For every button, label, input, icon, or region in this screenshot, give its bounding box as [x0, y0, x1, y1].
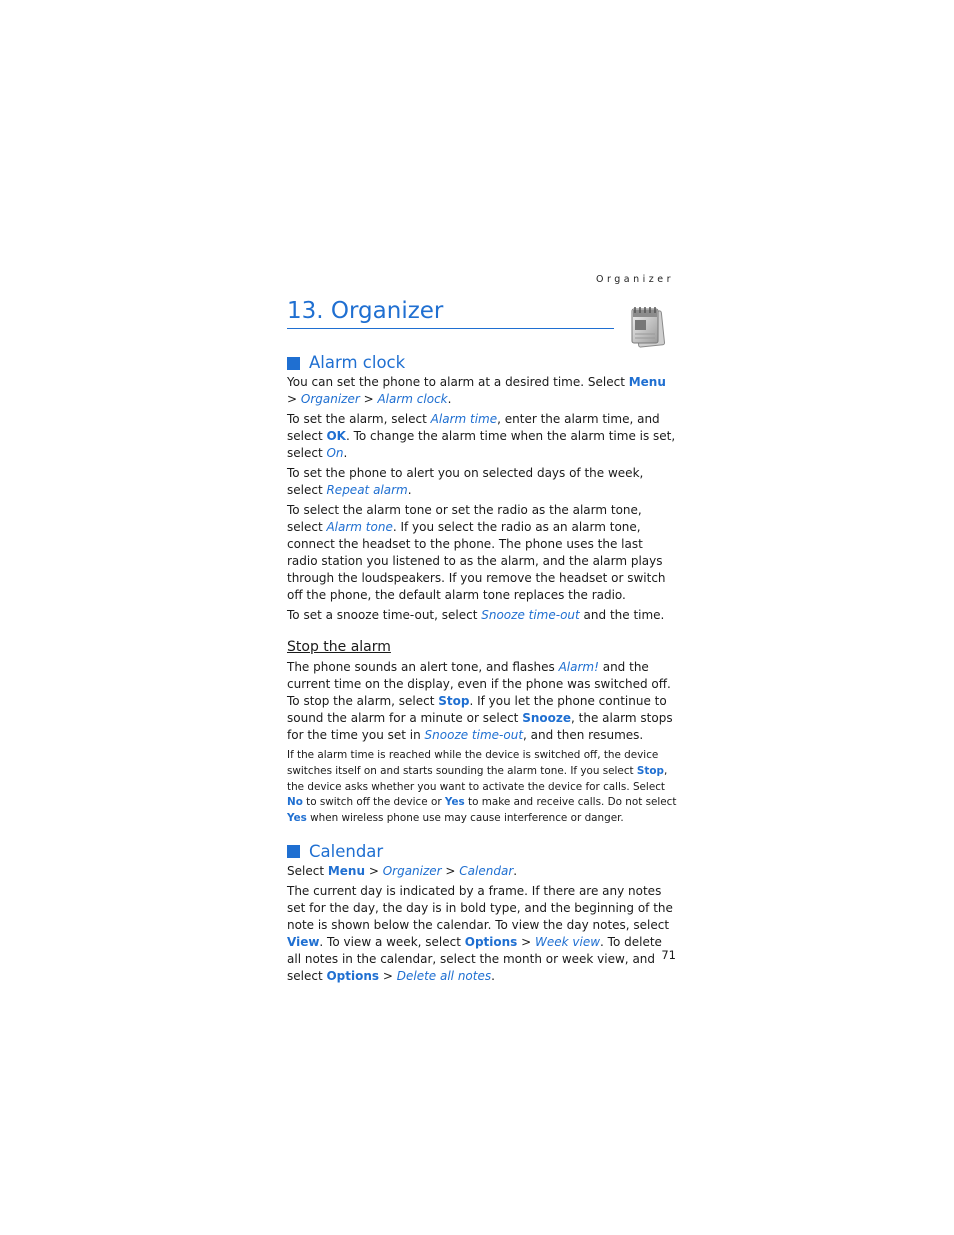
- section-heading-calendar: Calendar: [287, 841, 677, 863]
- paragraph: To set the alarm, select Alarm time, enter the alarm time, and select OK. To change the alarm time when the alarm time is set, select On.: [287, 412, 676, 460]
- note-paragraph: If the alarm time is reached while the device is switched off, the device switches itself on and starts sounding the alarm tone. If you select Stop, the device asks whether you want to activate the device for calls. Select No to switch off the device or Yes to make and receive calls. Do not select Yes when wireless phone use may cause interference or danger.: [287, 749, 677, 825]
- paragraph: You can set the phone to alarm at a desired time. Select Menu > Organizer > Alarm clock.: [287, 375, 666, 406]
- chapter-title: 13. Organizer: [287, 298, 444, 324]
- section-bullet-icon: [287, 357, 300, 370]
- section-bullet-icon: [287, 845, 300, 858]
- main-content: [287, 352, 677, 988]
- page-number: 71: [661, 948, 676, 962]
- paragraph: To set a snooze time-out, select Snooze time-out and the time.: [287, 608, 665, 622]
- chapter-rule: [287, 328, 614, 329]
- paragraph: To set the phone to alert you on selected days of the week, select Repeat alarm.: [287, 466, 644, 497]
- section-heading-alarm-clock: Alarm clock: [287, 352, 677, 374]
- paragraph: To select the alarm tone or set the radio as the alarm tone, select Alarm tone. If you select the radio as an alarm tone, connect the headset to the phone. The phone uses the last radio station you listened to as the alarm, and the alarm plays through the loudspeakers. If you remove the headset or switch off the phone, the default alarm tone replaces the radio.: [287, 503, 666, 602]
- paragraph: Select Menu > Organizer > Calendar.: [287, 863, 518, 878]
- paragraph: The current day is indicated by a frame. If there are any notes set for the day, the day is in bold type, and the beginning of the note is shown below the calendar. To view the day notes, select View. To view a week, select Options > Week view. To delete all notes in the calendar, select the month or week view, and select Options > Delete all notes.: [287, 883, 673, 983]
- running-head: Organizer: [596, 274, 674, 285]
- subsection-heading-stop-alarm: Stop the alarm: [287, 639, 391, 655]
- paragraph: The phone sounds an alert tone, and flashes Alarm! and the current time on the display, even if the phone was switched off. To stop the alarm, select Stop. If you let the phone continue to sound the alarm for a minute or select Snooze, the alarm stops for the time you set in Snooze time-out, and then resumes.: [287, 660, 673, 742]
- calendar-icon: [628, 303, 668, 351]
